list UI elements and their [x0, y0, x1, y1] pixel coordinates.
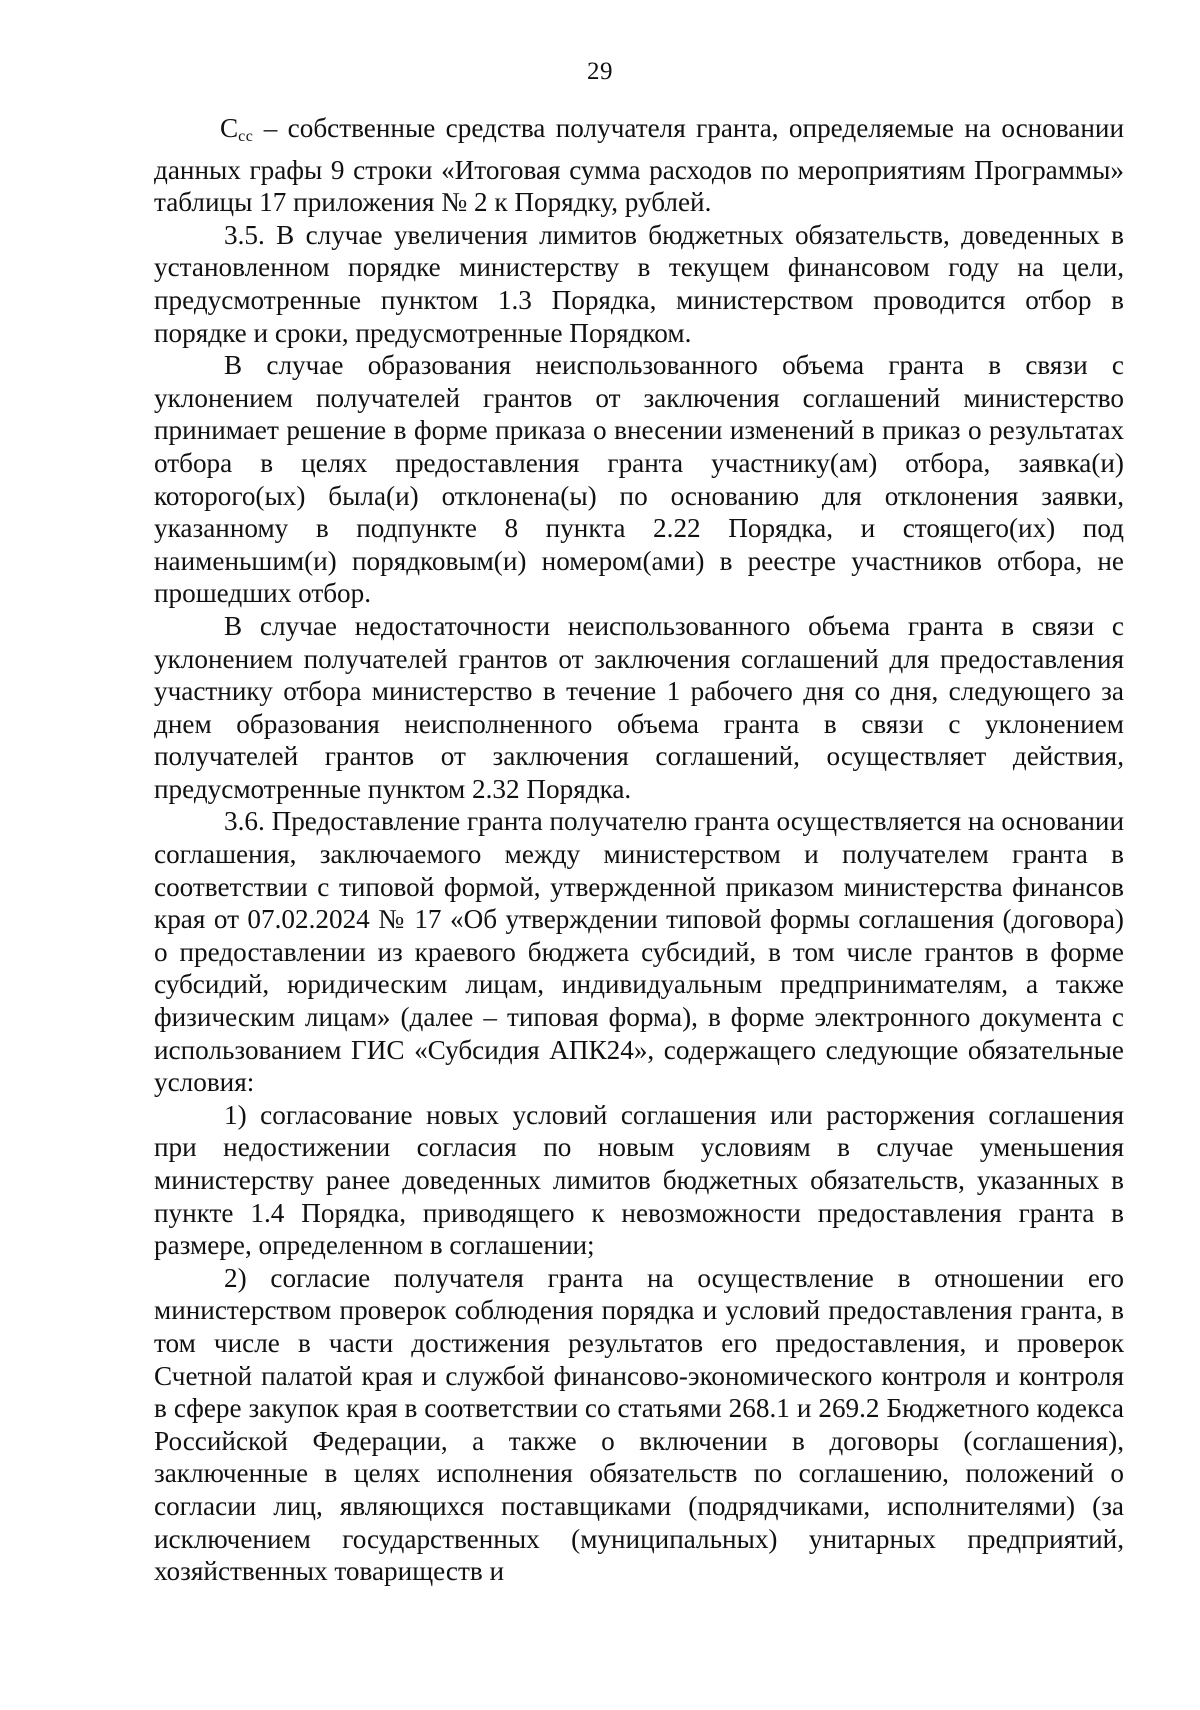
- list-item-2: 2) согласие получателя гранта на осуществление в отношении его министерством проверок соблюдения порядка и условий предоставления гранта, в том числе в части достижения результатов его предоставления, и проверок Счетной палатой края и службой финансово-экономического контроля и контроля в сфере закупок края в соответствии со статьями 268.1 и 269.2 Бюджетного кодекса Российской Федерации, а также о включении в договоры (соглашения), заключенные в целях исполнения обязательств по соглашению, положений о согласии лиц, являющихся поставщиками (подрядчиками, исполнителями) (за исключением государственных (муниципальных) унитарных предприятий, хозяйственных товариществ и: [154, 1262, 1124, 1587]
- list-item-1: 1) согласование новых условий соглашения или расторжения соглашения при недостижении согласия по новым условиям в случае уменьшения министерству ранее доведенных лимитов бюджетных обязательств, указанных в пункте 1.4 Порядка, приводящего к невозможности предоставления гранта в размере, определенном в соглашении;: [154, 1099, 1124, 1261]
- paragraph-insufficient-grant: В случае недостаточности неиспользованного объема гранта в связи с уклонением получателей грантов от заключения соглашений для предоставления участнику отбора министерство в течение 1 рабочего дня со дня, следующего за днем образования неисполненного объема гранта в связи с уклонением получателей грантов от заключения соглашений, осуществляет действия, предусмотренные пунктом 2.32 Порядка.: [154, 610, 1124, 804]
- paragraph-unused-grant: В случае образования неиспользованного объема гранта в связи с уклонением получателей грантов от заключения соглашений министерство принимает решение в форме приказа о внесении изменений в приказ о результатах отбора в целях предоставления гранта участнику(ам) отбора, заявка(и) которого(ых) была(и) отклонена(ы) по основанию для отклонения заявки, указанному в подпункте 8 пункта 2.22 Порядка, и стоящего(их) под наименьшим(и) порядковым(и) номером(ами) в реестре участников отбора, не прошедших отбор.: [154, 350, 1124, 609]
- document-body: [154, 112, 1124, 1588]
- formula-subscript: сс: [238, 128, 254, 145]
- paragraph-ccc-definition: [154, 112, 1124, 219]
- paragraph-text: – собственные средства получателя гранта, определяемые на основании данных графы 9 строки «Итоговая сумма расходов по мероприятиям Программы» таблицы 17 приложения № 2 к Порядку, рублей.: [154, 113, 1124, 218]
- paragraph-3-5: 3.5. В случае увеличения лимитов бюджетных обязательств, доведенных в установленном порядке министерству в текущем финансовом году на цели, предусмотренные пунктом 1.3 Порядка, министерством проводится отбор в порядке и сроки, предусмотренные Порядком.: [154, 219, 1124, 348]
- paragraph-3-6: 3.6. Предоставление гранта получателю гранта осуществляется на основании соглашения, заключаемого между министерством и получателем гранта в соответствии с типовой формой, утвержденной приказом министерства финансов края от 07.02.2024 № 17 «Об утверждении типовой формы соглашения (договора) о предоставлении из краевого бюджета субсидий, в том числе грантов в форме субсидий, юридическим лицам, индивидуальным предпринимателям, а также физическим лицам» (далее – типовая форма), в форме электронного документа с использованием ГИС «Субсидия АПК24», содержащего следующие обязательные условия:: [154, 806, 1125, 1098]
- page-number: 29: [587, 58, 613, 85]
- formula-symbol: C: [220, 113, 239, 143]
